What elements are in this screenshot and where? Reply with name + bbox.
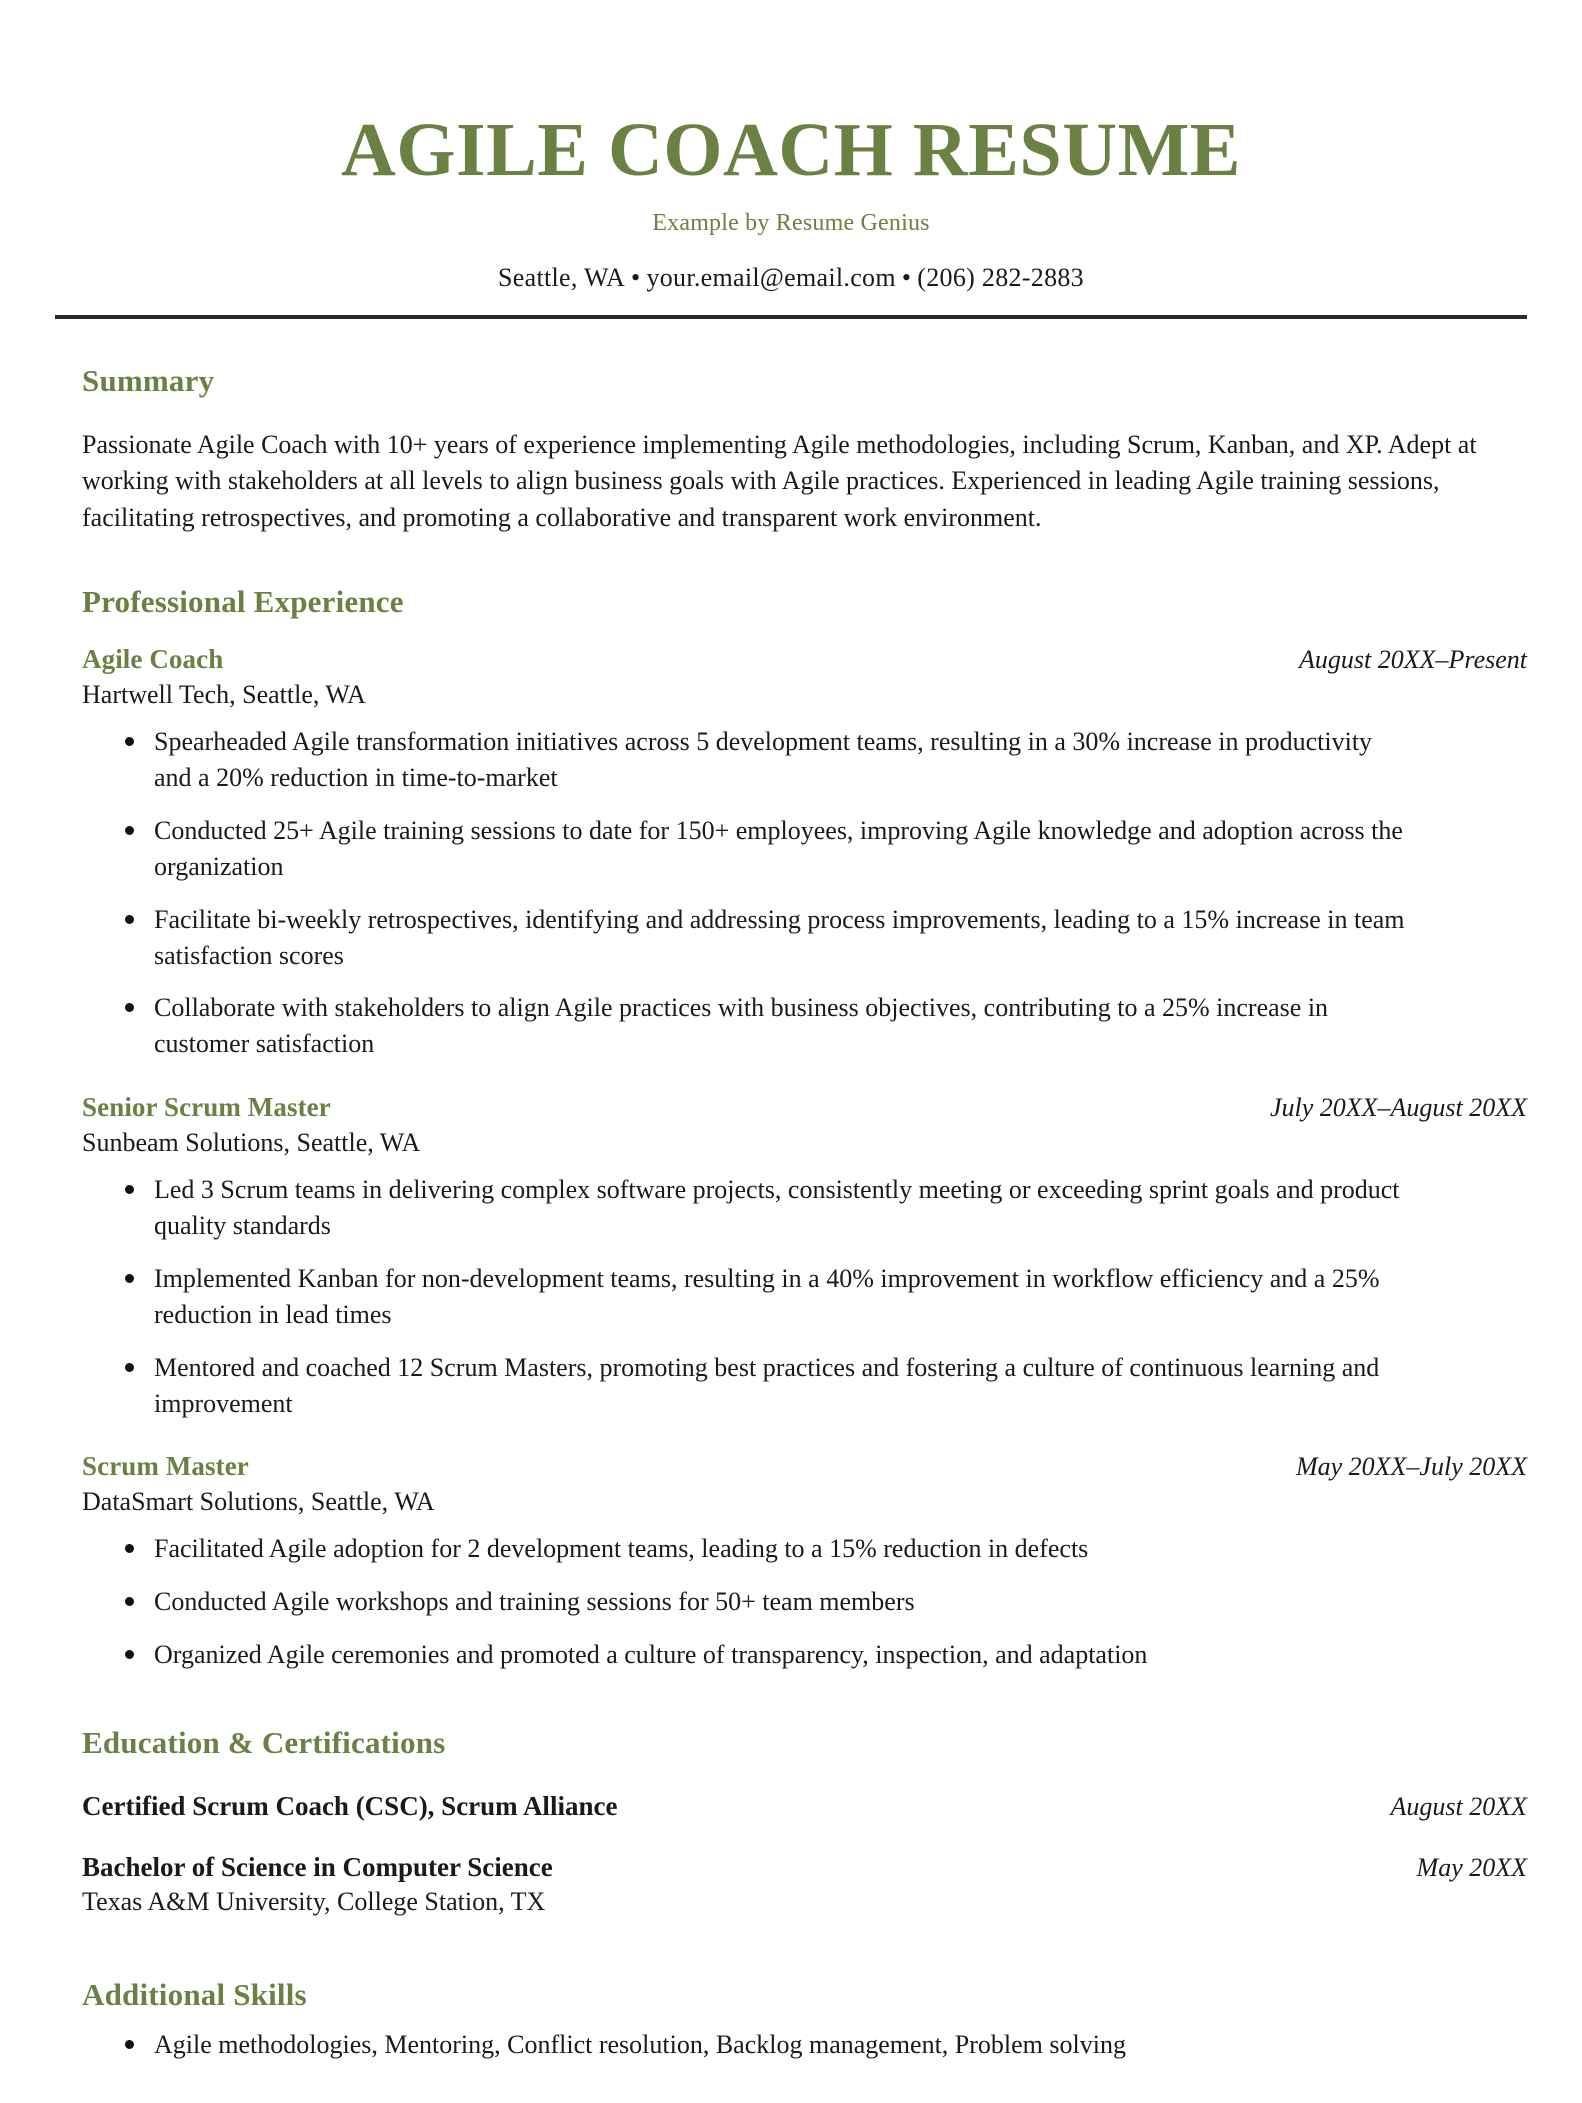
section-summary: [82, 363, 1527, 536]
experience-entry: [82, 1451, 1527, 1673]
education-header-row: [82, 1852, 1527, 1883]
experience-header-row: [82, 1092, 1527, 1123]
list-item: Collaborate with stakeholders to align Agile practices with business objectives, contributing to a 25% increase in customer satisfaction: [82, 990, 1527, 1062]
education-degree: Bachelor of Science in Computer Science: [82, 1852, 553, 1883]
section-skills: [82, 1977, 1527, 2063]
job-company: Hartwell Tech, Seattle, WA: [82, 680, 366, 710]
list-item: Mentored and coached 12 Scrum Masters, promoting best practices and fostering a culture of continuous learning and improvement: [82, 1350, 1527, 1422]
job-bullet-list: [82, 1531, 1527, 1673]
experience-entry: [82, 1092, 1527, 1421]
education-header-row: [82, 1791, 1527, 1822]
job-company: DataSmart Solutions, Seattle, WA: [82, 1487, 435, 1517]
section-heading-experience: Professional Experience: [82, 584, 404, 620]
contact-email[interactable]: your.email@email.com: [646, 263, 896, 292]
contact-phone[interactable]: (206) 282-2883: [917, 263, 1084, 292]
skills-bullet-list: [82, 2027, 1527, 2063]
contact-line: [0, 263, 1582, 293]
job-bullet-list: [82, 724, 1527, 1062]
resume-content: [0, 363, 1582, 2063]
section-experience: [82, 584, 1527, 1673]
section-heading-education: Education & Certifications: [82, 1725, 446, 1761]
experience-header-row: [82, 1451, 1527, 1482]
education-degree: Certified Scrum Coach (CSC), Scrum Alliance: [82, 1791, 618, 1822]
list-item: Spearheaded Agile transformation initiatives across 5 development teams, resulting in a 30% increase in productivity and a 20% reduction in time-to-market: [82, 724, 1527, 796]
list-item: Facilitate bi-weekly retrospectives, identifying and addressing process improvements, leading to a 15% increase in team satisfaction scores: [82, 902, 1527, 974]
job-date: August 20XX–Present: [1299, 645, 1527, 675]
job-title: Scrum Master: [82, 1451, 249, 1482]
list-item: Facilitated Agile adoption for 2 development teams, leading to a 15% reduction in defects: [82, 1531, 1527, 1567]
education-school: Texas A&M University, College Station, TX: [82, 1887, 546, 1917]
byline: Example by Resume Genius: [652, 210, 930, 236]
job-date: July 20XX–August 20XX: [1269, 1093, 1527, 1123]
job-bullet-list: [82, 1172, 1527, 1421]
section-heading-summary: Summary: [82, 363, 215, 398]
list-item: Organized Agile ceremonies and promoted a culture of transparency, inspection, and adaptation: [82, 1637, 1527, 1673]
list-item: Conducted 25+ Agile training sessions to date for 150+ employees, improving Agile knowledge and adoption across the organization: [82, 813, 1527, 885]
header-divider: [55, 315, 1527, 319]
job-company: Sunbeam Solutions, Seattle, WA: [82, 1128, 421, 1158]
contact-separator-2: •: [901, 263, 912, 292]
job-title: Agile Coach: [82, 644, 224, 675]
job-date: May 20XX–July 20XX: [1295, 1452, 1527, 1482]
resume-header: [0, 0, 1582, 293]
education-date: May 20XX: [1416, 1853, 1527, 1883]
section-education: [82, 1725, 1527, 1917]
summary-paragraph: Passionate Agile Coach with 10+ years of experience implementing Agile methodologies, including Scrum, Kanban, and XP. Adept at working with stakeholders at all levels to align business goals with Agile practices. Experienced in leading Agile training sessions, facilitating retrospectives, and promoting a collaborative and transparent work environment.: [82, 430, 1477, 532]
list-item: Agile methodologies, Mentoring, Conflict resolution, Backlog management, Problem solving: [82, 2027, 1527, 2063]
contact-location: Seattle, WA: [498, 263, 626, 292]
education-entry: [82, 1852, 1527, 1917]
section-heading-skills: Additional Skills: [82, 1977, 307, 2013]
experience-header-row: [82, 644, 1527, 675]
contact-separator-1: •: [631, 263, 641, 292]
list-item: Conducted Agile workshops and training sessions for 50+ team members: [82, 1584, 1527, 1620]
page-title: AGILE COACH RESUME: [341, 108, 1241, 192]
list-item: Implemented Kanban for non-development teams, resulting in a 40% improvement in workflow efficiency and a 25% reduction in lead times: [82, 1261, 1527, 1333]
education-date: August 20XX: [1390, 1792, 1527, 1822]
experience-entry: [82, 644, 1527, 1062]
job-title: Senior Scrum Master: [82, 1092, 331, 1123]
list-item: Led 3 Scrum teams in delivering complex software projects, consistently meeting or exceeding sprint goals and product quality standards: [82, 1172, 1527, 1244]
education-entry: [82, 1791, 1527, 1822]
